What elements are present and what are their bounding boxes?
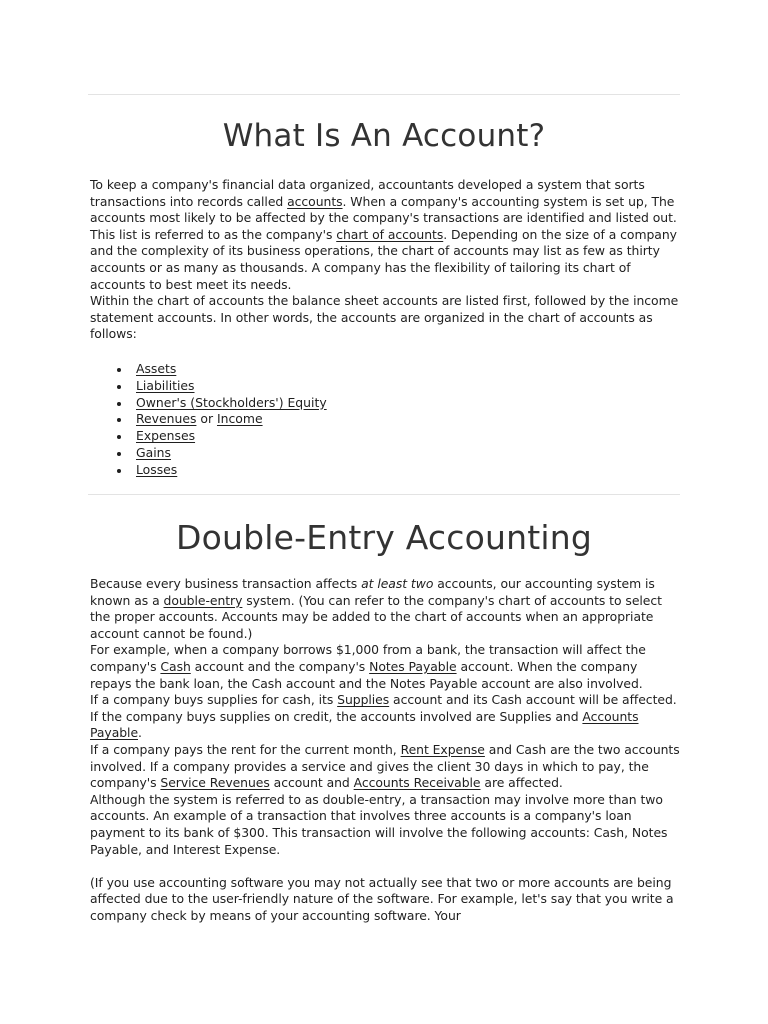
link-double-entry[interactable]: double-entry — [163, 592, 243, 608]
link-owners-equity[interactable]: Owner's (Stockholders') Equity — [136, 394, 327, 410]
link-losses[interactable]: Losses — [136, 461, 178, 477]
top-divider — [88, 94, 680, 95]
link-assets[interactable]: Assets — [136, 361, 177, 376]
section2-body — [90, 576, 682, 924]
section2-paragraph-4: If a company pays the rent for the current month, Rent Expense and Cash are the two accounts involved. If a company provides a service and gives the client 30 days in which to pay, the company's Service Revenues account and Accounts Receivable are affected. — [90, 741, 680, 791]
section1-paragraph-1: To keep a company's financial data organized, accountants developed a system that sorts transactions into records called accounts. When a company's accounting system is set up, The accounts most likely to be affected by the company's transactions are identified and listed out. This list is referred to as the company's chart of accounts. Depending on the size of a company and the complexity of its business operations, the chart of accounts may list as few as thirty accounts or as many as thousands. A company has the flexibility of tailoring its chart of accounts to best meet its needs. — [90, 177, 677, 292]
section2-paragraph-5: Although the system is referred to as double-entry, a transaction may involve more than two accounts. An example of a transaction that involves three accounts is a company's loan payment to its bank of $300. This transaction will involve the following accounts: Cash, Notes Payable, and Interest Expense. — [90, 791, 668, 857]
link-liabilities[interactable]: Liabilities — [136, 377, 195, 393]
link-cash[interactable]: Cash — [160, 658, 191, 674]
link-income[interactable]: Income — [216, 411, 263, 427]
list-item — [90, 378, 327, 395]
link-rent-expense[interactable]: Rent Expense — [400, 741, 485, 757]
section2-paragraph-3: If a company buys supplies for cash, its Supplies account and its Cash account will be affected. If the company buys supplies on credit, the accounts involved are Supplies and Accounts Payable. — [90, 692, 677, 741]
section1-body — [90, 177, 682, 343]
link-notes-payable[interactable]: Notes Payable — [369, 658, 457, 674]
list-item — [90, 428, 327, 445]
link-service-revenues[interactable]: Service Revenues — [160, 775, 270, 791]
link-expenses[interactable]: Expenses — [136, 428, 196, 444]
link-supplies[interactable]: Supplies — [337, 692, 390, 708]
section-title-double-entry-accounting: Double-Entry Accounting — [175, 518, 592, 557]
section2-paragraph-2: For example, when a company borrows $1,000 from a bank, the transaction will affect the company's Cash account and the company's Notes Payable account. When the company repays the bank loan, the Cash account and the Notes Payable account are also involved. — [90, 642, 646, 691]
list-item — [90, 462, 327, 479]
link-chart-of-accounts[interactable]: chart of accounts — [336, 226, 444, 242]
link-gains[interactable]: Gains — [136, 444, 171, 460]
list-item: Revenues or Income — [90, 411, 327, 428]
section1-paragraph-2: Within the chart of accounts the balance sheet accounts are listed first, followed by the income statement accounts. In other words, the accounts are organized in the chart of accounts as follows: — [90, 293, 679, 342]
list-item — [90, 395, 327, 412]
link-accounts[interactable]: accounts — [287, 193, 343, 209]
section2-paragraph-6: (If you use accounting software you may not actually see that two or more accounts are being affected due to the user-friendly nature of the software. For example, let's say that you write a company check by means of your accounting software. Your — [90, 874, 674, 923]
middle-divider — [88, 494, 680, 495]
section2-paragraph-1: Because every business transaction affects at least two accounts, our accounting system is known as a double-entry system. (You can refer to the company's chart of accounts to select the proper accounts. Accounts may be added to the chart of accounts when an appropriate account cannot be found.) — [90, 576, 662, 641]
list-item — [90, 445, 327, 462]
account-types-list — [90, 361, 327, 479]
link-revenues[interactable]: Revenues — [136, 411, 197, 427]
link-accounts-receivable[interactable]: Accounts Receivable — [353, 775, 481, 791]
list-item — [90, 361, 327, 378]
section-title-what-is-an-account: What Is An Account? — [222, 118, 546, 154]
link-accounts-payable[interactable]: Accounts Payable — [90, 708, 639, 741]
